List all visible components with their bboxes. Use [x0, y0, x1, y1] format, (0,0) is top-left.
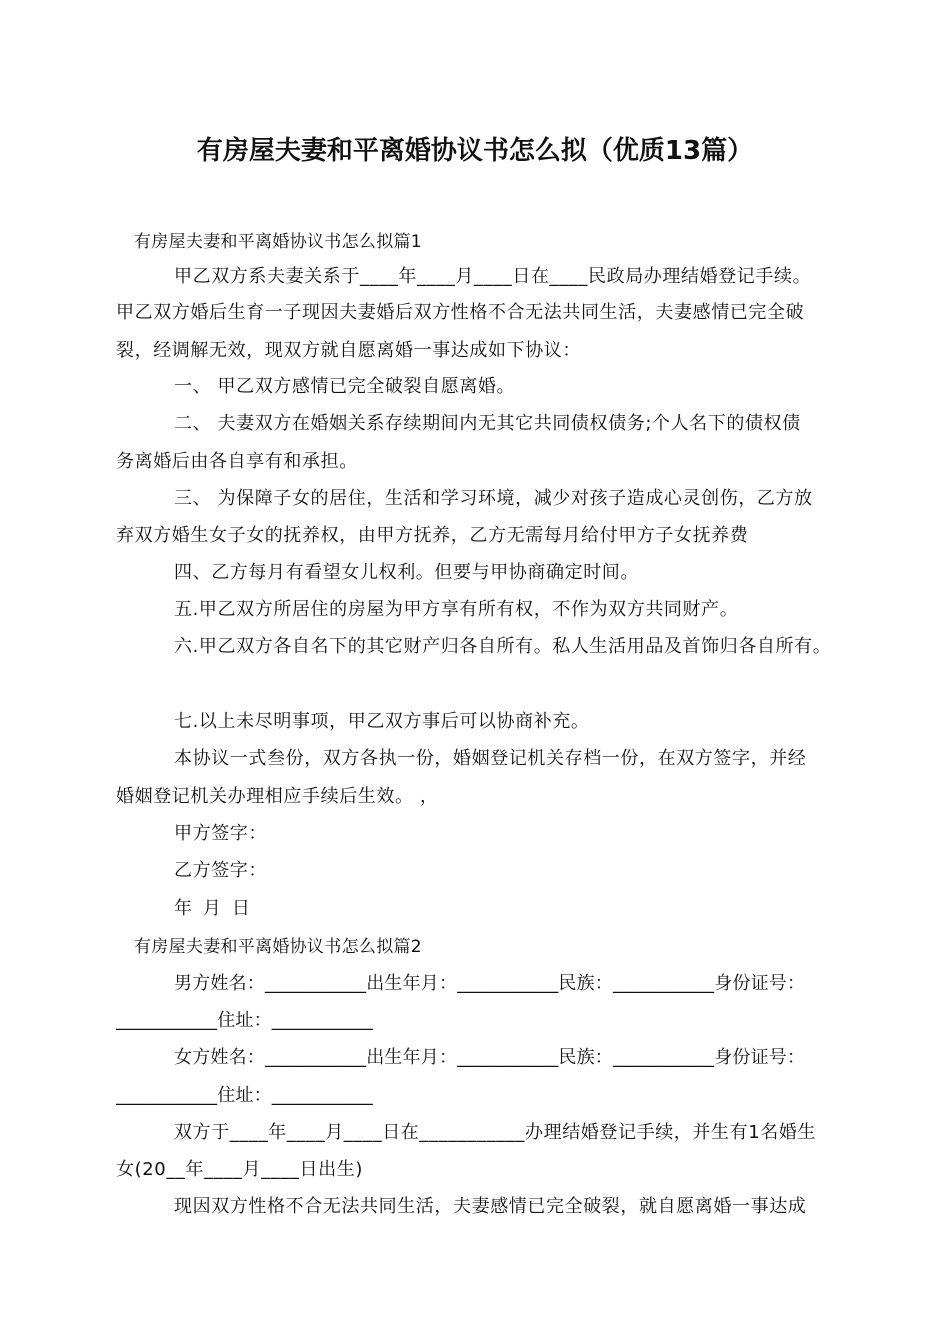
paragraph-line: 双方于____年____月____日在___________办理结婚登记手续，并生有1名婚生: [174, 1122, 817, 1143]
paragraph-line: 弃双方婚生女子女的抚养权，由甲方抚养，乙方无需每月给付甲方子女抚养费: [116, 525, 749, 546]
paragraph-line: 本协议一式叁份，双方各执一份，婚姻登记机关存档一份，在双方签字，并经: [174, 748, 807, 769]
clause-item: 二、 夫妻双方在婚姻关系存续期间内无其它共同债权债务;个人名下的债权债: [174, 413, 801, 434]
document-title: 有房屋夫妻和平离婚协议书怎么拟（优质13篇）: [196, 136, 754, 166]
section-heading-2: 有房屋夫妻和平离婚协议书怎么拟篇2: [134, 937, 422, 957]
clause-item: 一、 甲乙双方感情已完全破裂自愿离婚。: [174, 376, 516, 397]
clause-item: 三、 为保障子女的居住，生活和学习环境，减少对孩子造成心灵创伤，乙方放: [174, 488, 813, 509]
paragraph-line: 婚姻登记机关办理相应手续后生效。 ，: [116, 786, 439, 807]
clause-item: 五.甲乙双方所居住的房屋为甲方享有所有权，不作为双方共同财产。: [174, 599, 739, 620]
clause-item: 四、乙方每月有看望女儿权利。但要与甲协商确定时间。: [174, 562, 639, 583]
section-heading-1: 有房屋夫妻和平离婚协议书怎么拟篇1: [134, 232, 422, 252]
signature-line-party-a: 甲方签字：: [174, 823, 267, 844]
paragraph-line: 裂，经调解无效，现双方就自愿离婚一事达成如下协议：: [116, 340, 581, 361]
paragraph-line: 甲乙双方系夫妻关系于____年____月____日在____民政局办理结婚登记手续。: [174, 266, 812, 287]
form-line: ___________住址：___________: [116, 1010, 373, 1031]
clause-item: 六.甲乙双方各自名下的其它财产归各自所有。私人生活用品及首饰归各自所有。: [174, 636, 832, 657]
paragraph-line: 务离婚后由各自享有和承担。: [116, 451, 358, 472]
paragraph-line: 现因双方性格不合无法共同生活，夫妻感情已完全破裂，就自愿离婚一事达成: [174, 1196, 807, 1217]
paragraph-line: 女(20__年____月____日出生): [116, 1159, 363, 1180]
form-line: 女方姓名：___________出生年月：___________民族：___________身份证号：: [174, 1047, 806, 1068]
form-line: ___________住址：___________: [116, 1085, 373, 1106]
form-line: 男方姓名：___________出生年月：___________民族：___________身份证号：: [174, 973, 806, 994]
date-line: 年 月 日: [174, 898, 251, 919]
paragraph-line: 甲乙双方婚后生育一子现因夫妻婚后双方性格不合无法共同生活，夫妻感情已完全破: [116, 302, 805, 323]
signature-line-party-b: 乙方签字：: [174, 860, 267, 881]
clause-item: 七.以上未尽明事项，甲乙双方事后可以协商补充。: [174, 711, 590, 732]
